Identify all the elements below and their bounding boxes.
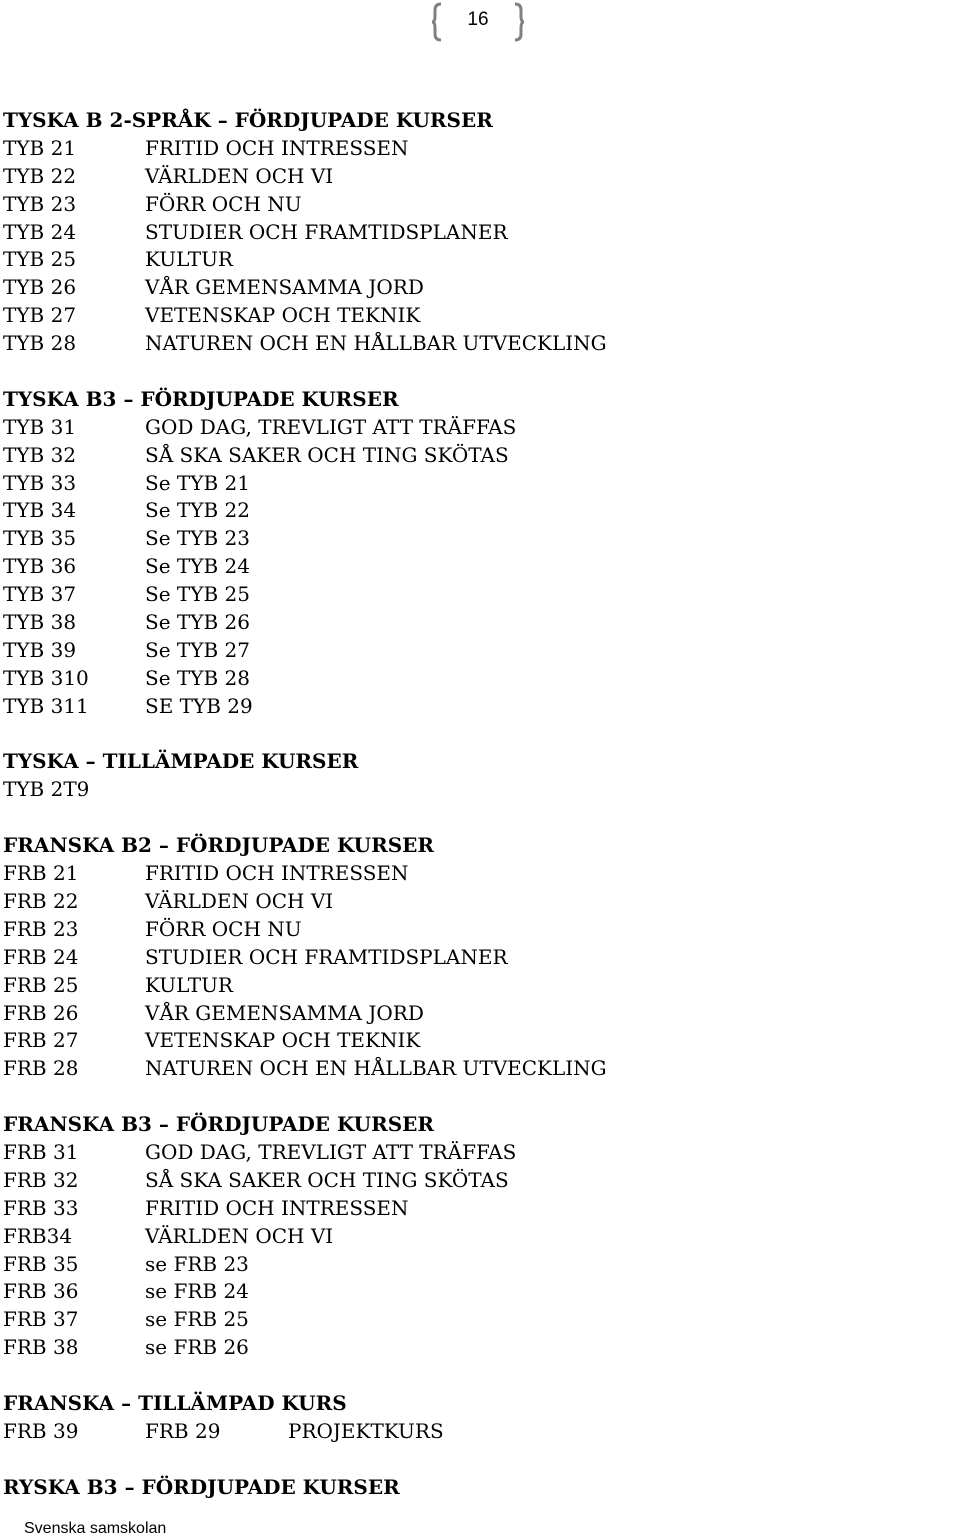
course-row	[3, 972, 943, 1000]
course-row	[3, 246, 943, 274]
course-code: FRB 27	[3, 1028, 79, 1053]
course-title: Se TYB 26	[145, 610, 250, 635]
course-code: TYB 31	[3, 414, 77, 439]
course-title: Se TYB 21	[145, 470, 250, 495]
course-title: VÅR GEMENSAMMA JORD	[145, 1000, 424, 1025]
course-row	[3, 525, 943, 553]
course-code: TYB 39	[3, 637, 77, 662]
course-section	[3, 832, 943, 1083]
section-heading: TYSKA B3 – FÖRDJUPADE KURSER	[3, 386, 399, 411]
course-list	[3, 107, 943, 1502]
course-title: Se TYB 25	[145, 582, 250, 607]
course-title: Se TYB 22	[145, 498, 250, 523]
course-row	[3, 1306, 943, 1334]
course-title: Se TYB 23	[145, 526, 250, 551]
course-title: FÖRR OCH NU	[145, 916, 302, 941]
course-code: TYB 26	[3, 275, 77, 300]
section-heading: TYSKA – TILLÄMPADE KURSER	[3, 749, 359, 774]
course-code: FRB 39	[3, 1418, 79, 1443]
course-row	[3, 1418, 943, 1446]
course-code: FRB 23	[3, 916, 79, 941]
course-title: KULTUR	[145, 247, 233, 272]
course-row	[3, 330, 943, 358]
course-code: FRB 21	[3, 861, 79, 886]
section-heading: FRANSKA B3 – FÖRDJUPADE KURSER	[3, 1112, 435, 1137]
course-section	[3, 1474, 943, 1502]
course-section	[3, 1111, 943, 1362]
course-title: VETENSKAP OCH TEKNIK	[145, 303, 421, 328]
course-code: TYB 35	[3, 526, 77, 551]
course-code: FRB 24	[3, 944, 79, 969]
course-title: SE TYB 29	[145, 693, 253, 718]
course-code: TYB 37	[3, 582, 77, 607]
course-code: TYB 2T9	[3, 777, 90, 802]
course-title: VÄRLDEN OCH VI	[145, 163, 334, 188]
course-row	[3, 163, 943, 191]
course-section	[3, 386, 943, 721]
course-code: TYB 310	[3, 665, 89, 690]
course-title: GOD DAG, TREVLIGT ATT TRÄFFAS	[145, 1139, 517, 1164]
course-code: TYB 25	[3, 247, 77, 272]
course-row	[3, 693, 943, 721]
course-row	[3, 1000, 943, 1028]
course-title: NATUREN OCH EN HÅLLBAR UTVECKLING	[145, 1056, 607, 1081]
course-title: NATUREN OCH EN HÅLLBAR UTVECKLING	[145, 331, 607, 356]
course-row	[3, 888, 943, 916]
course-code: FRB 26	[3, 1000, 79, 1025]
course-code: FRB 35	[3, 1251, 79, 1276]
course-row	[3, 274, 943, 302]
course-code: TYB 38	[3, 610, 77, 635]
course-row	[3, 497, 943, 525]
course-code: TYB 22	[3, 163, 77, 188]
course-title: FRITID OCH INTRESSEN	[145, 1195, 409, 1220]
course-code: FRB 36	[3, 1279, 79, 1304]
course-title: FRITID OCH INTRESSEN	[145, 861, 409, 886]
course-title: se FRB 24	[145, 1279, 249, 1304]
course-code: TYB 32	[3, 442, 77, 467]
course-code: TYB 23	[3, 191, 77, 216]
course-code: TYB 33	[3, 470, 77, 495]
course-row	[3, 916, 943, 944]
course-row	[3, 944, 943, 972]
course-code: FRB 33	[3, 1195, 79, 1220]
section-heading: TYSKA B 2-SPRÅK – FÖRDJUPADE KURSER	[3, 108, 493, 132]
course-row	[3, 609, 943, 637]
course-title: Se TYB 27	[145, 637, 250, 662]
course-title: FRITID OCH INTRESSEN	[145, 135, 409, 160]
course-row	[3, 414, 943, 442]
page-number-box	[432, 2, 524, 42]
course-code: TYB 27	[3, 303, 77, 328]
course-code: FRB 22	[3, 888, 79, 913]
course-row	[3, 470, 943, 498]
course-row	[3, 302, 943, 330]
section-heading: FRANSKA B2 – FÖRDJUPADE KURSER	[3, 833, 435, 858]
course-title: STUDIER OCH FRAMTIDSPLANER	[145, 219, 508, 244]
course-title: FÖRR OCH NU	[145, 191, 302, 216]
course-title: GOD DAG, TREVLIGT ATT TRÄFFAS	[145, 414, 517, 439]
course-row	[3, 1167, 943, 1195]
course-row	[3, 442, 943, 470]
course-code: TYB 21	[3, 135, 77, 160]
course-row	[3, 665, 943, 693]
course-row	[3, 637, 943, 665]
course-code: TYB 311	[3, 693, 89, 718]
course-code: FRB 37	[3, 1307, 79, 1332]
course-section	[3, 1390, 943, 1446]
course-title: KULTUR	[145, 972, 233, 997]
course-title: VÅR GEMENSAMMA JORD	[145, 275, 424, 300]
course-code: FRB 25	[3, 972, 79, 997]
course-row	[3, 553, 943, 581]
course-row	[3, 776, 943, 804]
course-code: TYB 34	[3, 498, 77, 523]
course-title: SÅ SKA SAKER OCH TING SKÖTAS	[145, 442, 509, 467]
course-row	[3, 1278, 943, 1306]
course-row	[3, 1223, 943, 1251]
course-row	[3, 1055, 943, 1083]
course-row	[3, 860, 943, 888]
course-row	[3, 1334, 943, 1362]
course-title: VÄRLDEN OCH VI	[145, 888, 334, 913]
course-code: TYB 24	[3, 219, 77, 244]
section-heading: RYSKA B3 – FÖRDJUPADE KURSER	[3, 1474, 400, 1499]
course-row	[3, 135, 943, 163]
footer-text: Svenska samskolan	[24, 1520, 167, 1537]
course-title: VETENSKAP OCH TEKNIK	[145, 1028, 421, 1053]
section-heading: FRANSKA – TILLÄMPAD KURS	[3, 1390, 347, 1415]
course-section	[3, 107, 943, 358]
course-title: VÄRLDEN OCH VI	[145, 1223, 334, 1248]
course-code: FRB 38	[3, 1335, 79, 1360]
page-number: 16	[467, 9, 489, 30]
course-row	[3, 191, 943, 219]
course-row	[3, 1195, 943, 1223]
course-title: se FRB 23	[145, 1251, 249, 1276]
course-title: SÅ SKA SAKER OCH TING SKÖTAS	[145, 1167, 509, 1192]
course-row	[3, 581, 943, 609]
course-code: TYB 28	[3, 331, 77, 356]
course-title: STUDIER OCH FRAMTIDSPLANER	[145, 944, 508, 969]
course-title: FRB 29	[145, 1418, 221, 1443]
course-title: Se TYB 24	[145, 554, 250, 579]
course-code: FRB 28	[3, 1056, 79, 1081]
course-code: TYB 36	[3, 554, 77, 579]
course-row	[3, 1027, 943, 1055]
course-extra: PROJEKTKURS	[288, 1418, 444, 1443]
course-title: se FRB 25	[145, 1307, 249, 1332]
course-row	[3, 219, 943, 247]
course-title: Se TYB 28	[145, 665, 250, 690]
course-code: FRB34	[3, 1223, 73, 1248]
course-code: FRB 31	[3, 1139, 79, 1164]
course-row	[3, 1139, 943, 1167]
course-section	[3, 748, 943, 804]
course-title: se FRB 26	[145, 1335, 249, 1360]
course-row	[3, 1251, 943, 1279]
course-code: FRB 32	[3, 1167, 79, 1192]
